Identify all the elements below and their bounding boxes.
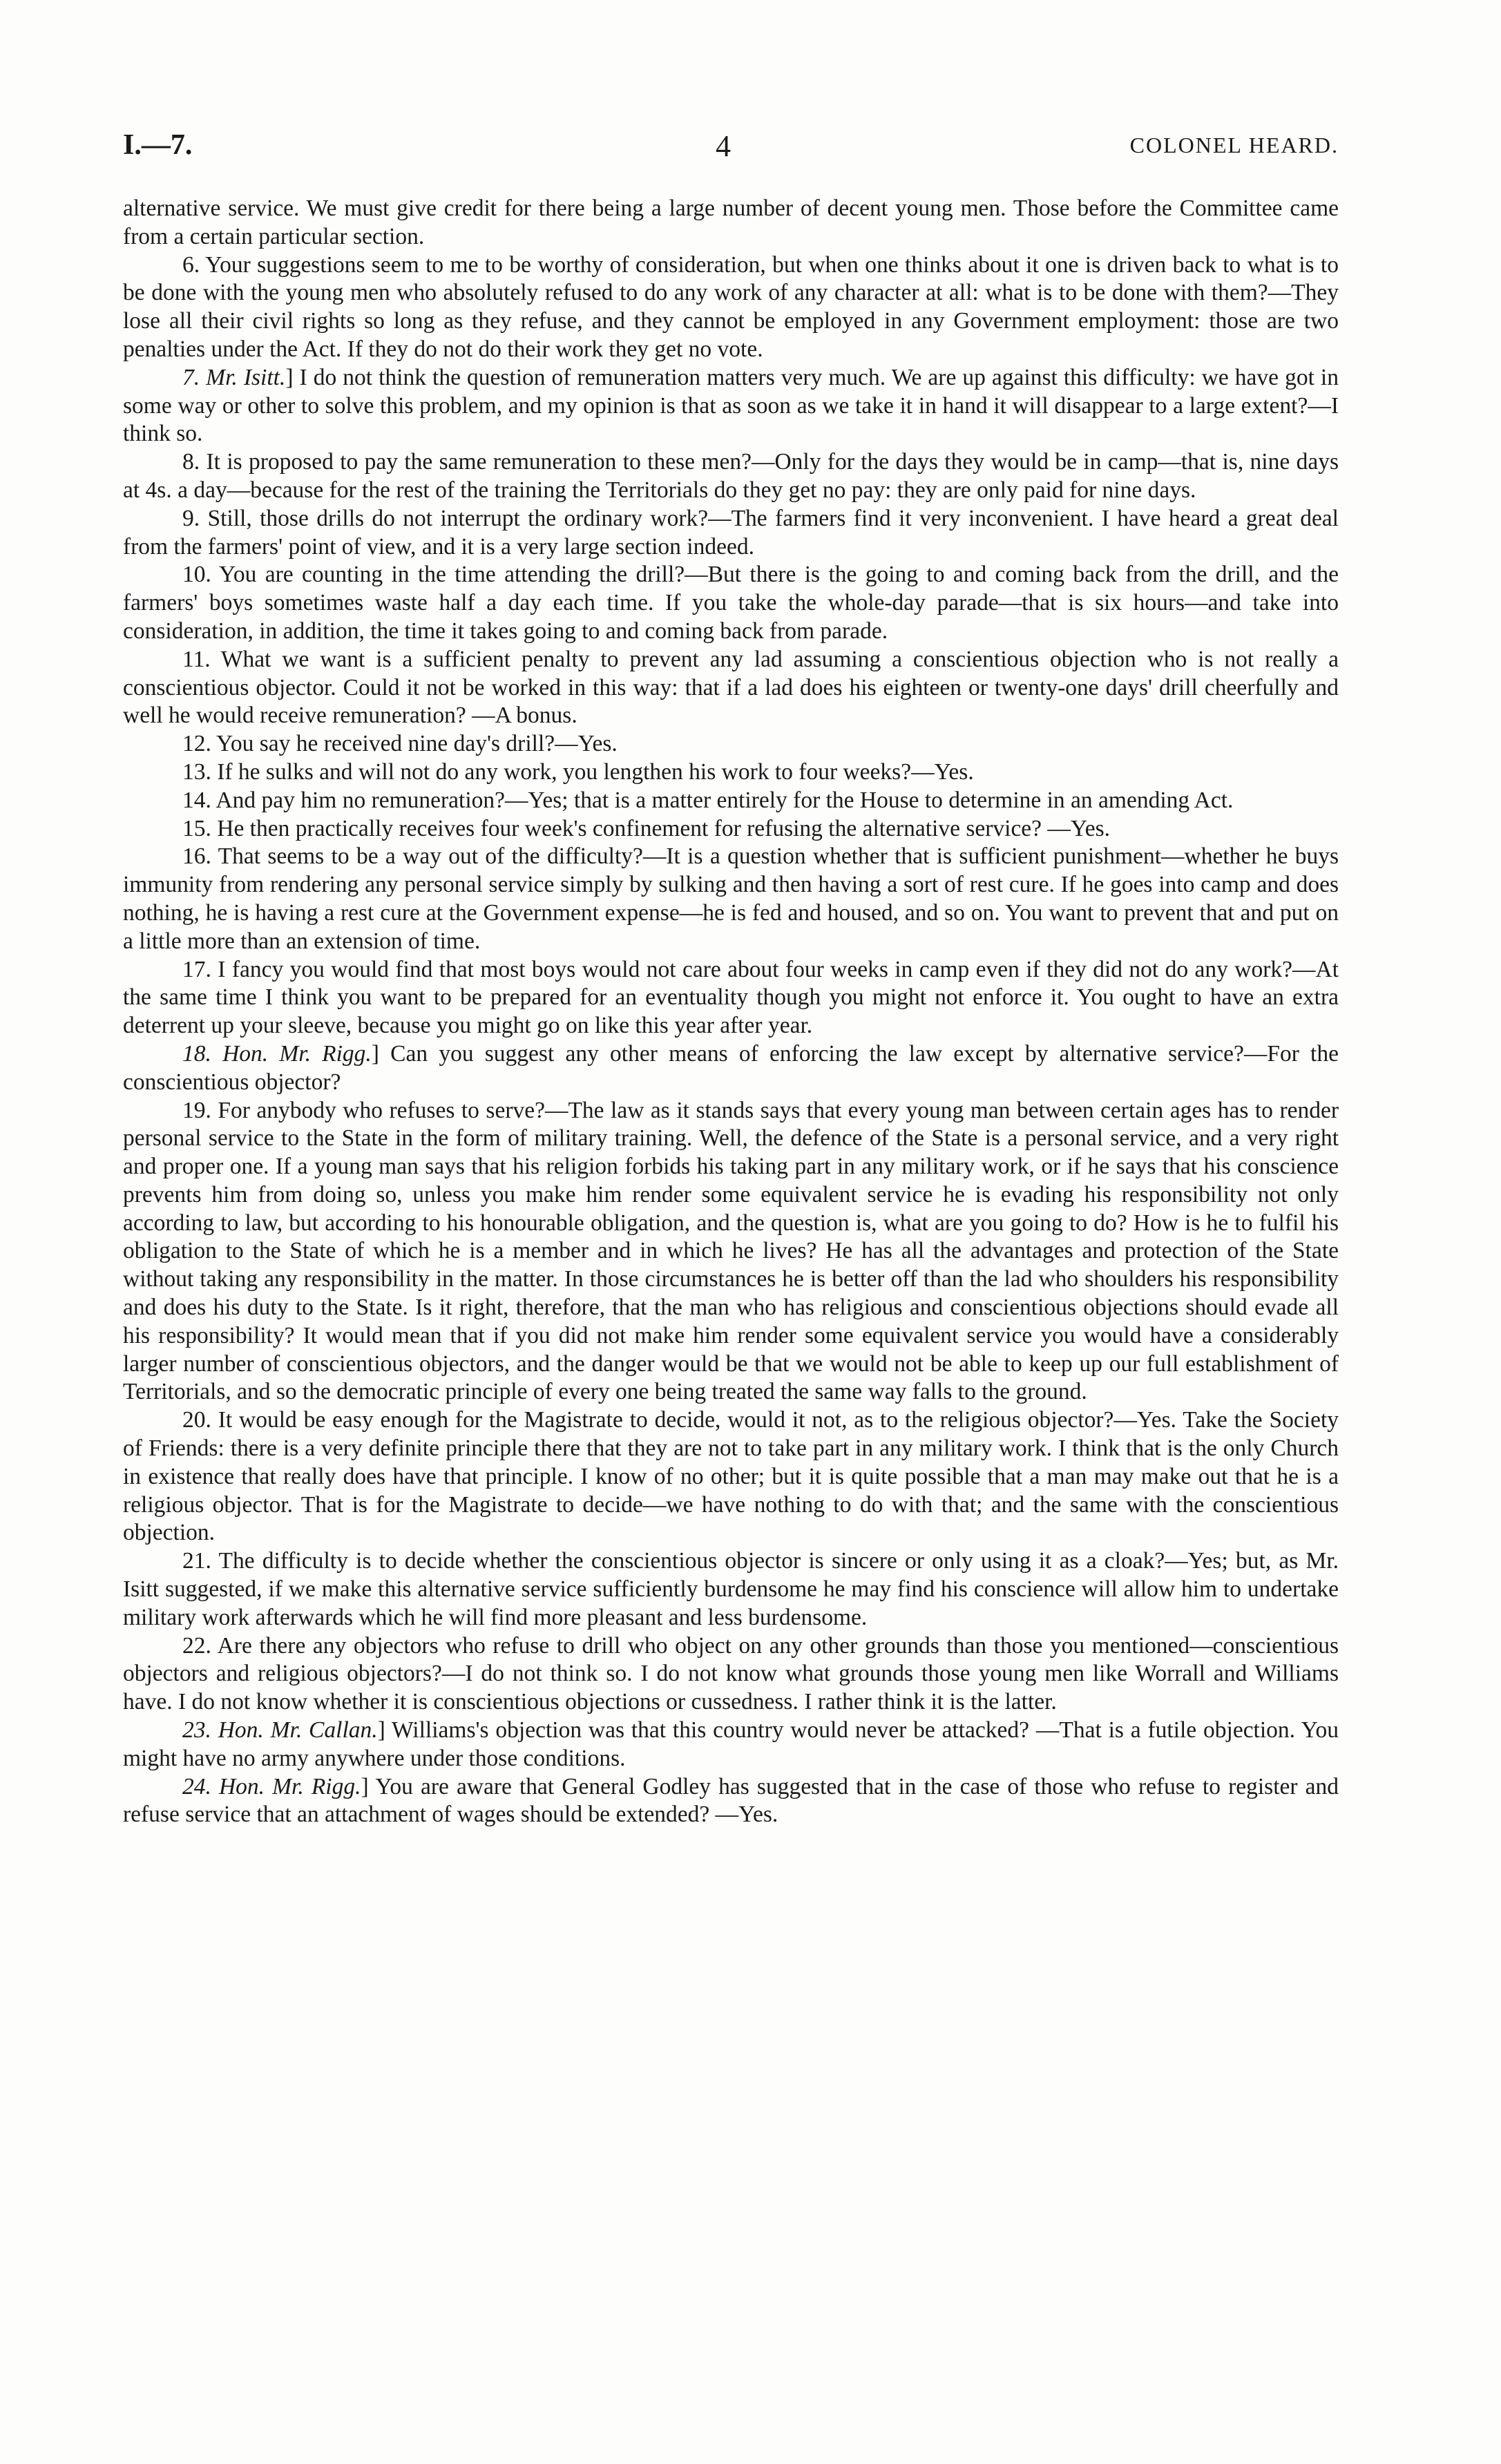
- paragraph: 23. Hon. Mr. Callan.] Williams's objection was that this country would never be attacked? —That is a futile objection. You might have no army anywhere under those conditions.: [123, 1717, 1339, 1771]
- page-reference: I.—7.: [123, 129, 193, 161]
- paragraph: 18. Hon. Mr. Rigg.] Can you suggest any other means of enforcing the law except by alternative service?—For the conscientious objector?: [123, 1040, 1339, 1095]
- speaker-label: 7. Mr. Isitt.: [182, 364, 286, 390]
- paragraph: 13. If he sulks and will not do any work, you lengthen his work to four weeks?—Yes.: [182, 758, 974, 785]
- paragraph: 7. Mr. Isitt.] I do not think the question of remuneration matters very much. We are up against this difficulty: we have got in some way or other to solve this problem, and my opinion is that as soon as we take it in hand it will disappear to a large extent?—I think so.: [123, 364, 1339, 447]
- paragraph: 11. What we want is a sufficient penalty to prevent any lad assuming a conscientious objection who is not really a conscientious objector. Could it not be worked in this way: that if a lad does his eighteen or twenty-one days' drill cheerfully and well he would receive remuneration? —A bonus.: [123, 646, 1339, 729]
- page-header: [123, 128, 1339, 170]
- speaker-label: 24. Hon. Mr. Rigg.: [182, 1773, 361, 1799]
- paragraph: 24. Hon. Mr. Rigg.] You are aware that General Godley has suggested that in the case of those who refuse to register and refuse service that an attachment of wages should be extended? —Yes.: [123, 1773, 1339, 1828]
- paragraph: 17. I fancy you would find that most boys would not care about four weeks in camp even if they did not do any work?—At the same time I think you want to be prepared for an eventuality though you might not enforce it. You ought to have an extra deterrent up your sleeve, because you might go on like this year after year.: [123, 956, 1339, 1039]
- paragraph: 9. Still, those drills do not interrupt the ordinary work?—The farmers find it very inconvenient. I have heard a great deal from the farmers' point of view, and it is a very large section indeed.: [123, 505, 1339, 560]
- paragraph: 20. It would be easy enough for the Magistrate to decide, would it not, as to the religious objector?—Yes. Take the Society of Friends: there is a very definite principle there that they are not to take part in any military work. I think that is the only Church in existence that really does have that principle. I know of no other; but it is quite possible that a man may make out that he is a religious objector. That is for the Magistrate to decide—we have nothing to do with that; and the same with the conscientious objection.: [123, 1407, 1339, 1546]
- paragraph: 21. The difficulty is to decide whether the conscientious objector is sincere or only using it as a cloak?—Yes; but, as Mr. Isitt suggested, if we make this alternative service sufficiently burdensome he may find his conscience will allow him to undertake military work afterwards which he will find more pleasant and less burdensome.: [123, 1548, 1339, 1630]
- paragraph: 8. It is proposed to pay the same remuneration to these men?—Only for the days they would be in camp—that is, nine days at 4s. a day—because for the rest of the training the Territorials do they get no pay: they are only paid for nine days.: [123, 449, 1339, 503]
- speaker-label: 18. Hon. Mr. Rigg.: [182, 1040, 372, 1067]
- witness-name: COLONEL HEARD.: [1129, 133, 1339, 157]
- document-body: [123, 195, 1339, 1829]
- paragraph: 22. Are there any objectors who refuse to drill who object on any other grounds than those you mentioned—conscientious objectors and religious objectors?—I do not think so. I do not know what grounds those young men like Worrall and Williams have. I do not know whether it is conscientious objections or cussedness. I rather think it is the latter.: [123, 1632, 1339, 1715]
- paragraph: 19. For anybody who refuses to serve?—The law as it stands says that every young man between certain ages has to render personal service to the State in the form of military training. Well, the defence of the State is a personal service, and a very right and proper one. If a young man says that his religion forbids his taking part in any military work, or if he says that his conscience prevents him from doing so, unless you make him render some equivalent service he is evading his responsibility not only according to law, but according to his honourable obligation, and the question is, what are you going to do? How is he to fulfil his obligation to the State of which he is a member and in which he lives? He has all the advantages and protection of the State without taking any responsibility in the matter. In those circumstances he is better off than the lad who shoulders his responsibility and does his duty to the State. Is it right, therefore, that the man who has religious and conscientious objections should evade all his responsibility? It would mean that if you did not make him render some equivalent service you would have a considerably larger number of conscientious objectors, and the danger would be that we would not be able to keep up our full establishment of Territorials, and so the democratic principle of every one being treated the same way falls to the ground.: [123, 1097, 1339, 1405]
- speaker-label: 23. Hon. Mr. Callan.: [182, 1717, 378, 1744]
- paragraph: 10. You are counting in the time attending the drill?—But there is the going to and coming back from the drill, and the farmers' boys sometimes waste half a day each time. If you take the whole-day parade—that is six hours—and take into consideration, in addition, the time it takes going to and coming back from parade.: [123, 562, 1339, 644]
- paragraph: 16. That seems to be a way out of the difficulty?—It is a question whether that is sufficient punishment—whether he buys immunity from rendering any personal service simply by sulking and then having a sort of rest cure. If he goes into camp and does nothing, he is having a rest cure at the Government expense—he is fed and housed, and so on. You want to prevent that and put on a little more than an extension of time.: [123, 843, 1339, 954]
- paragraph: alternative service. We must give credit for there being a large number of decent young men. Those before the Committee came from a certain particular section.: [123, 195, 1339, 249]
- paragraph: 12. You say he received nine day's drill?—Yes.: [182, 731, 618, 757]
- paragraph: 14. And pay him no remuneration?—Yes; that is a matter entirely for the House to determine in an amending Act.: [182, 787, 1234, 813]
- paragraph: 6. Your suggestions seem to me to be worthy of consideration, but when one thinks about it one is driven back to what is to be done with the young men who absolutely refused to do any work of any character at all: what is to be done with them?—They lose all their civil rights so long as they refuse, and they cannot be employed in any Government employment: those are two penalties under the Act. If they do not do their work they get no vote.: [123, 251, 1339, 362]
- page-number: 4: [716, 129, 731, 163]
- paragraph: 15. He then practically receives four week's confinement for refusing the alternative service? —Yes.: [182, 815, 1111, 841]
